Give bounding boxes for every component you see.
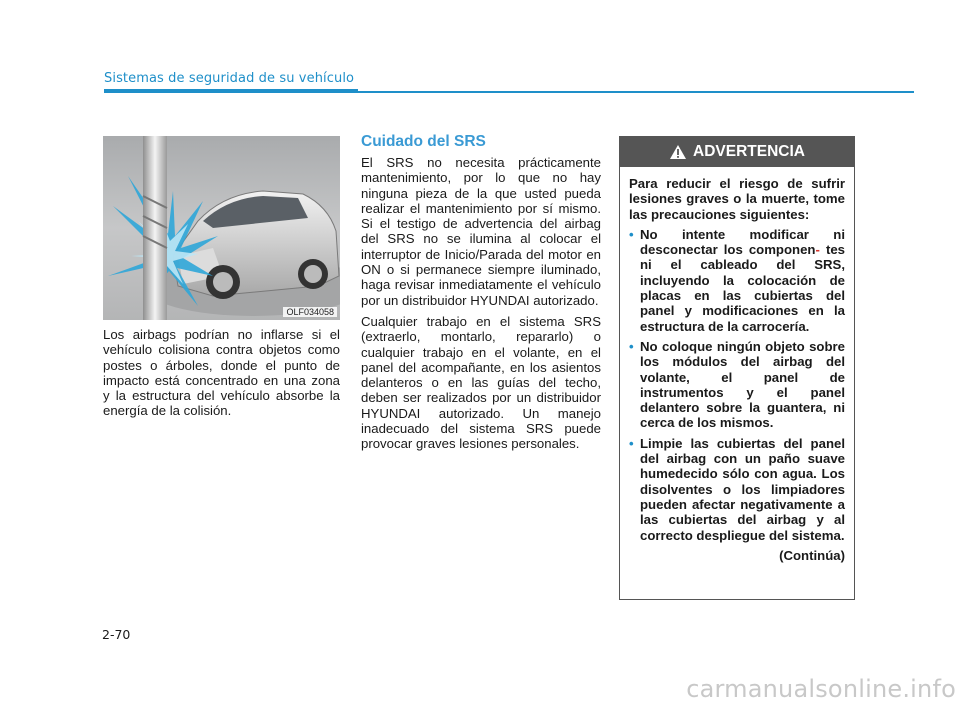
warning-body [620,167,854,563]
warning-list [629,227,845,543]
figure-caption: OLF034058 [283,307,337,317]
warning-item-text-cont: tes ni el cableado del SRS, incluyendo la colocación de placas en las cubiertas del panel y modificaciones en la estructura de la carrocería. [640,242,846,334]
bullet: • [629,338,634,354]
warning-item-text: No intente modificar ni desconectar los componen [640,226,845,258]
warning-box [619,136,855,600]
warning-title: ADVERTENCIA [693,143,805,160]
warning-header [620,137,854,167]
figure [103,136,340,320]
warning-item [629,227,845,334]
warning-item-text: No coloque ningún objeto sobre los módulos del airbag del volante, el panel de instrumentos y el panel delantero sobre la guantera, ni cerca de los mismos. [640,338,845,431]
middle-paragraph-2: Cualquier trabajo en el sistema SRS (extraerlo, montarlo, repararlo) o cualquier trabajo en el volante, en el panel del acompañante, en los asientos delanteros o en las guías del techo, deben ser realizados por un distribuidor HYUNDAI autorizado. Un manejo inadecuado del sistema SRS puede provocar graves lesiones personales. [361,313,601,452]
hyphen-mark: - [815,242,820,258]
continued-label: (Continúa) [779,547,845,563]
warning-item [629,436,845,543]
bullet: • [629,226,634,242]
left-paragraph: Los airbags podrían no inflarse si el vehículo colisiona contra objetos como postes o árboles, donde el punto de impacto está concentrado en una zona y la estructura del vehículo absorbe la energía de la colisión. [103,327,340,419]
left-column [103,327,340,419]
warning-intro: Para reducir el riesgo de sufrir lesiones graves o la muerte, tome las precauciones siguientes: [629,176,845,222]
car-hits-pole-illustration [103,136,340,320]
middle-paragraph-1: El SRS no necesita prácticamente mantenimiento, por lo que no hay ninguna pieza de la que usted pueda realizar el mantenimiento por sí mismo. Si el testigo de advertencia del airbag del SRS no se ilumina al colocar el interruptor de Inicio/Parada del motor en ON o si permanece siempre iluminado, haga revisar inmediatamente el vehículo por un distribuidor HYUNDAI autorizado. [361,155,601,308]
middle-column [361,155,601,452]
watermark: carmanualsonline.info [686,675,956,703]
section-heading: Cuidado del SRS [361,133,486,150]
page-number: 2-70 [102,627,131,642]
warning-item-text: Limpie las cubiertas del panel del airbag con un paño suave humedecido sólo con agua. Los disolventes o los limpiadores pueden afectar negativamente a las cubiertas del airbag y al correcto despliegue del sistema. [640,435,845,543]
warning-triangle-icon [669,144,687,160]
warning-item [629,339,845,431]
header-rule [104,91,914,93]
header-title: Sistemas de seguridad de su vehículo [104,71,355,86]
bullet: • [629,435,634,451]
